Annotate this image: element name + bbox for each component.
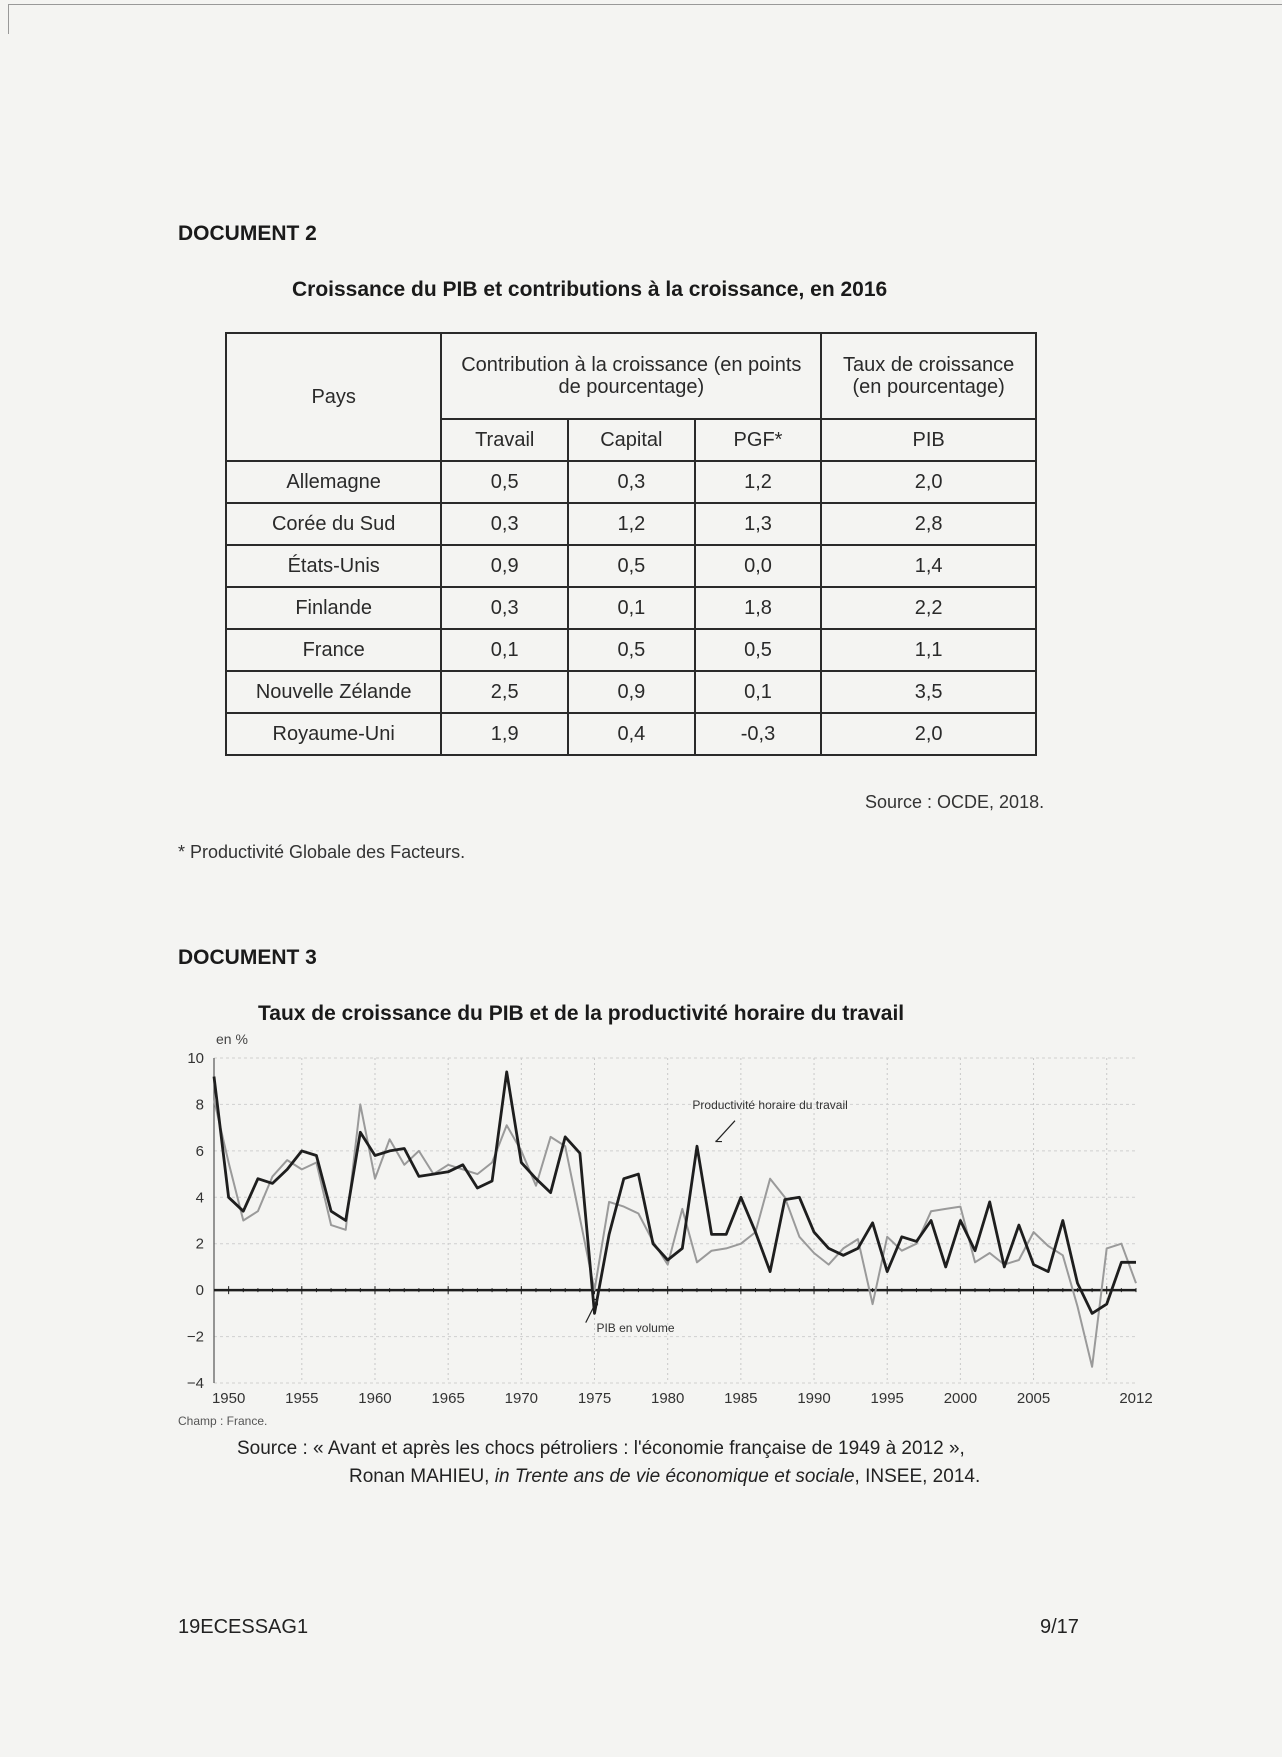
- cell-pays: Finlande: [226, 587, 441, 629]
- cell-pays: Allemagne: [226, 461, 441, 503]
- x-tick-label: 1965: [431, 1390, 465, 1407]
- x-tick-label: 2005: [1016, 1390, 1051, 1407]
- x-tick-label: 1985: [724, 1390, 758, 1407]
- cell-travail: 0,5: [441, 461, 568, 503]
- y-tick-label: 10: [187, 1050, 204, 1067]
- cell-pgf: 0,0: [695, 545, 822, 587]
- cell-pib: 2,2: [821, 587, 1036, 629]
- x-tick-label: 1995: [870, 1390, 904, 1407]
- x-tick-label: 1980: [650, 1390, 685, 1407]
- cell-pays: Corée du Sud: [226, 503, 441, 545]
- y-tick-label: −2: [186, 1328, 204, 1346]
- header-travail: Travail: [441, 419, 568, 461]
- cell-pib: 3,5: [821, 671, 1036, 713]
- page-number: 9/17: [1040, 1616, 1079, 1638]
- x-tick-label: 1955: [285, 1390, 319, 1407]
- annotation-productivite: Productivité horaire du travail: [692, 1098, 848, 1113]
- cell-capital: 0,4: [568, 713, 695, 755]
- cell-capital: 0,1: [568, 587, 695, 629]
- footnote: * Productivité Globale des Facteurs.: [178, 842, 466, 862]
- y-tick-label: 4: [195, 1189, 204, 1207]
- cell-pays: États-Unis: [226, 545, 441, 587]
- cell-pays: Royaume-Uni: [226, 713, 441, 755]
- document-2-label: DOCUMENT 2: [178, 222, 317, 245]
- cell-travail: 0,3: [441, 503, 568, 545]
- annotation-arrow-productivite: [716, 1121, 735, 1142]
- cell-pib: 1,4: [821, 545, 1036, 587]
- chart-title: Taux de croissance du PIB et de la productivité horaire du travail: [258, 1002, 905, 1025]
- header-pays: Pays: [226, 333, 441, 461]
- document-3-label: DOCUMENT 3: [178, 946, 317, 969]
- x-tick-label: 1990: [797, 1390, 831, 1407]
- cell-travail: 1,9: [441, 713, 568, 755]
- cell-capital: 0,3: [568, 461, 695, 503]
- cell-pays: Nouvelle Zélande: [226, 671, 441, 713]
- exam-code: 19ECESSAG1: [178, 1616, 309, 1638]
- header-pgf: PGF*: [695, 419, 822, 461]
- cell-capital: 0,5: [568, 545, 695, 587]
- header-pib: PIB: [821, 419, 1036, 461]
- y-axis-unit: en %: [216, 1031, 248, 1047]
- cell-pgf: -0,3: [695, 713, 822, 755]
- cell-pgf: 1,8: [695, 587, 822, 629]
- chart-source-author: Ronan MAHIEU,: [349, 1466, 495, 1487]
- x-tick-label: 2012: [1119, 1390, 1153, 1407]
- document-2-source: Source : OCDE, 2018.: [865, 792, 1045, 812]
- cell-pgf: 0,5: [695, 629, 822, 671]
- y-tick-label: −4: [186, 1375, 204, 1392]
- y-tick-label: 6: [195, 1142, 204, 1160]
- chart-source-publication: in Trente ans de vie économique et sociale: [494, 1466, 855, 1487]
- cell-travail: 2,5: [441, 671, 568, 713]
- x-tick-label: 1950: [211, 1390, 246, 1407]
- x-tick-label: 2000: [943, 1390, 978, 1407]
- chart-note: Champ : France.: [178, 1414, 268, 1428]
- annotation-pib: PIB en volume: [596, 1320, 675, 1335]
- chart-source-line2: [349, 1466, 980, 1488]
- y-tick-label: 0: [195, 1282, 204, 1300]
- cell-pib: 2,0: [821, 461, 1036, 503]
- cell-pays: France: [226, 629, 441, 671]
- cell-capital: 0,5: [568, 629, 695, 671]
- document-2-title: Croissance du PIB et contributions à la croissance, en 2016: [292, 278, 888, 301]
- cell-travail: 0,1: [441, 629, 568, 671]
- x-tick-label: 1970: [504, 1390, 539, 1407]
- cell-pgf: 1,2: [695, 461, 822, 503]
- series-line-pib: [214, 1072, 1136, 1314]
- header-taux: Taux de croissance (en pourcentage): [821, 333, 1036, 419]
- x-tick-label: 1960: [358, 1390, 392, 1407]
- header-contribution: Contribution à la croissance (en points de pourcentage): [441, 333, 821, 419]
- cell-pgf: 0,1: [695, 671, 822, 713]
- chart-source-publisher: , INSEE, 2014.: [854, 1466, 981, 1487]
- cell-pgf: 1,3: [695, 503, 822, 545]
- chart-source: Source : « Avant et après les chocs pétroliers : l'économie française de 1949 à 2012 »,: [237, 1438, 965, 1459]
- cell-pib: 2,0: [821, 713, 1036, 755]
- x-tick-label: 1975: [577, 1390, 612, 1407]
- cell-pib: 2,8: [821, 503, 1036, 545]
- cell-travail: 0,9: [441, 545, 568, 587]
- cell-capital: 1,2: [568, 503, 695, 545]
- cell-pib: 1,1: [821, 629, 1036, 671]
- y-tick-label: 2: [195, 1235, 204, 1253]
- y-tick-label: 8: [195, 1096, 204, 1114]
- cell-travail: 0,3: [441, 587, 568, 629]
- cell-capital: 0,9: [568, 671, 695, 713]
- header-capital: Capital: [568, 419, 695, 461]
